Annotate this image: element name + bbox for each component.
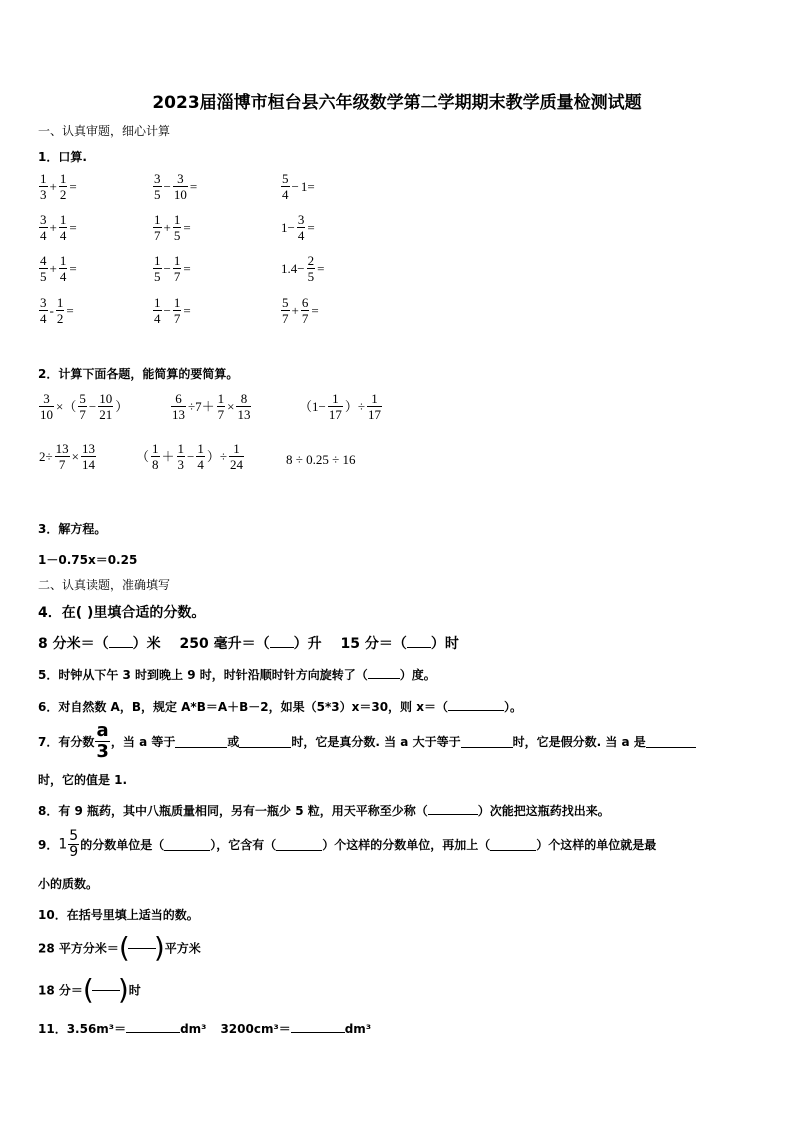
answer-blank[interactable] [490,838,536,851]
answer-blank[interactable] [270,635,294,648]
question-9-cont: 小的质数。 [38,877,99,891]
q2-expr-4: 2÷ $\frac{13}{7}$ × $\frac{13}{14}$ [39,441,95,472]
answer-blank[interactable] [461,735,513,748]
section-heading-2: 二、认真读题，准确填写 [38,578,171,592]
q3-equation: 1－0.75x＝0.25 [38,553,138,567]
q1-item-9: 1.4− $\frac{2}{5}$ = [281,253,325,284]
q1-item-10: $\frac{3}{4}$ - $\frac{1}{2}$ = [40,295,74,326]
question-3-label: 3．解方程。 [38,522,107,536]
q1-item-11: $\frac{1}{4}$ − $\frac{1}{7}$ = [154,295,191,326]
q2-expr-3: （1− $\frac{1}{17}$ ）÷ $\frac{1}{17}$ [299,391,381,422]
q10-line-1: 28 平方分米＝( )平方米 [38,931,201,964]
q1-item-8: $\frac{1}{5}$ − $\frac{1}{7}$ = [154,253,191,284]
q1-item-12: $\frac{5}{7}$ + $\frac{6}{7}$ = [282,295,319,326]
answer-blank[interactable] [239,735,291,748]
page-title: 2023届淄博市桓台县六年级数学第二学期期末教学质量检测试题 [152,93,642,113]
answer-blank[interactable] [448,698,504,711]
question-9: 9．1 $\frac{5}{9}$ 的分数单位是（ ），它含有（ ）个这样的分数单位，再加上（ ）个这样的单位就是最 [38,828,657,860]
q1-item-4: $\frac{3}{4}$ + $\frac{1}{4}$ = [40,212,77,243]
fraction-blank[interactable] [92,990,120,991]
question-2-label: 2．计算下面各题，能简算的要简算。 [38,367,239,381]
answer-blank[interactable] [109,635,133,648]
q4-line: 8 分米＝（ ）米 250 毫升＝（ ）升 15 分＝（ ）时 [38,636,459,652]
answer-blank[interactable] [164,838,210,851]
q2-expr-2: $\frac{6}{13}$ ÷7＋ $\frac{1}{7}$ × $\frac{8}{13}$ [172,391,251,422]
question-6: 6．对自然数 A，B，规定 A*B＝A＋B－2，如果（5*3）x＝30，则 x＝（ ）。 [38,700,522,714]
question-11: 11．3.56m³＝ dm³ 3200cm³＝ dm³ [38,1022,372,1036]
question-8: 8．有 9 瓶药，其中八瓶质量相同，另有一瓶少 5 粒，用天平称至少称（ ）次能把这瓶药找出来。 [38,804,610,818]
q1-item-1: $\frac{1}{3}$ + $\frac{1}{2}$ = [40,171,77,202]
question-7-cont: 时，它的值是 1. [38,773,128,787]
answer-blank[interactable] [368,666,400,679]
answer-blank[interactable] [407,635,431,648]
answer-blank[interactable] [276,838,322,851]
answer-blank[interactable] [646,735,696,748]
answer-blank[interactable] [291,1020,345,1033]
question-10-label: 10．在括号里填上适当的数。 [38,908,199,922]
question-4-label: 4．在( )里填合适的分数。 [38,605,206,621]
question-5: 5．时钟从下午 3 时到晚上 9 时，时针沿顺时针方向旋转了（ ）度。 [38,668,436,682]
q1-item-5: $\frac{1}{7}$ + $\frac{1}{5}$ = [154,212,191,243]
q1-item-2: $\frac{3}{5}$ − $\frac{3}{10}$ = [154,171,198,202]
answer-blank[interactable] [428,802,478,815]
q1-item-6: 1− $\frac{3}{4}$ = [281,212,315,243]
q2-expr-1: $\frac{3}{10}$ ×（ $\frac{5}{7}$ − $\frac{10}{21}$ ） [40,391,129,422]
q10-line-2: 18 分＝( )时 [38,973,141,1006]
answer-blank[interactable] [175,735,227,748]
answer-blank[interactable] [126,1020,180,1033]
q2-expr-6: 8 ÷ 0.25 ÷ 16 [286,452,356,467]
fraction-blank[interactable] [128,948,156,949]
q1-item-3: $\frac{5}{4}$ − 1= [282,171,315,202]
q1-item-7: $\frac{4}{5}$ + $\frac{1}{4}$ = [40,253,77,284]
question-1-label: 1．口算. [38,150,87,164]
question-7: 7．有分数 $\frac{a}{3}$ ，当 a 等于 或 时，它是真分数. 当 a 大于等于 时，它是假分数. 当 a 是 [38,722,696,761]
section-heading-1: 一、认真审题，细心计算 [38,124,171,138]
q2-expr-5: （ $\frac{1}{8}$ ＋ $\frac{1}{3}$ − $\frac{1}{4}$ ）÷ $\frac{1}{24}$ [136,441,244,472]
